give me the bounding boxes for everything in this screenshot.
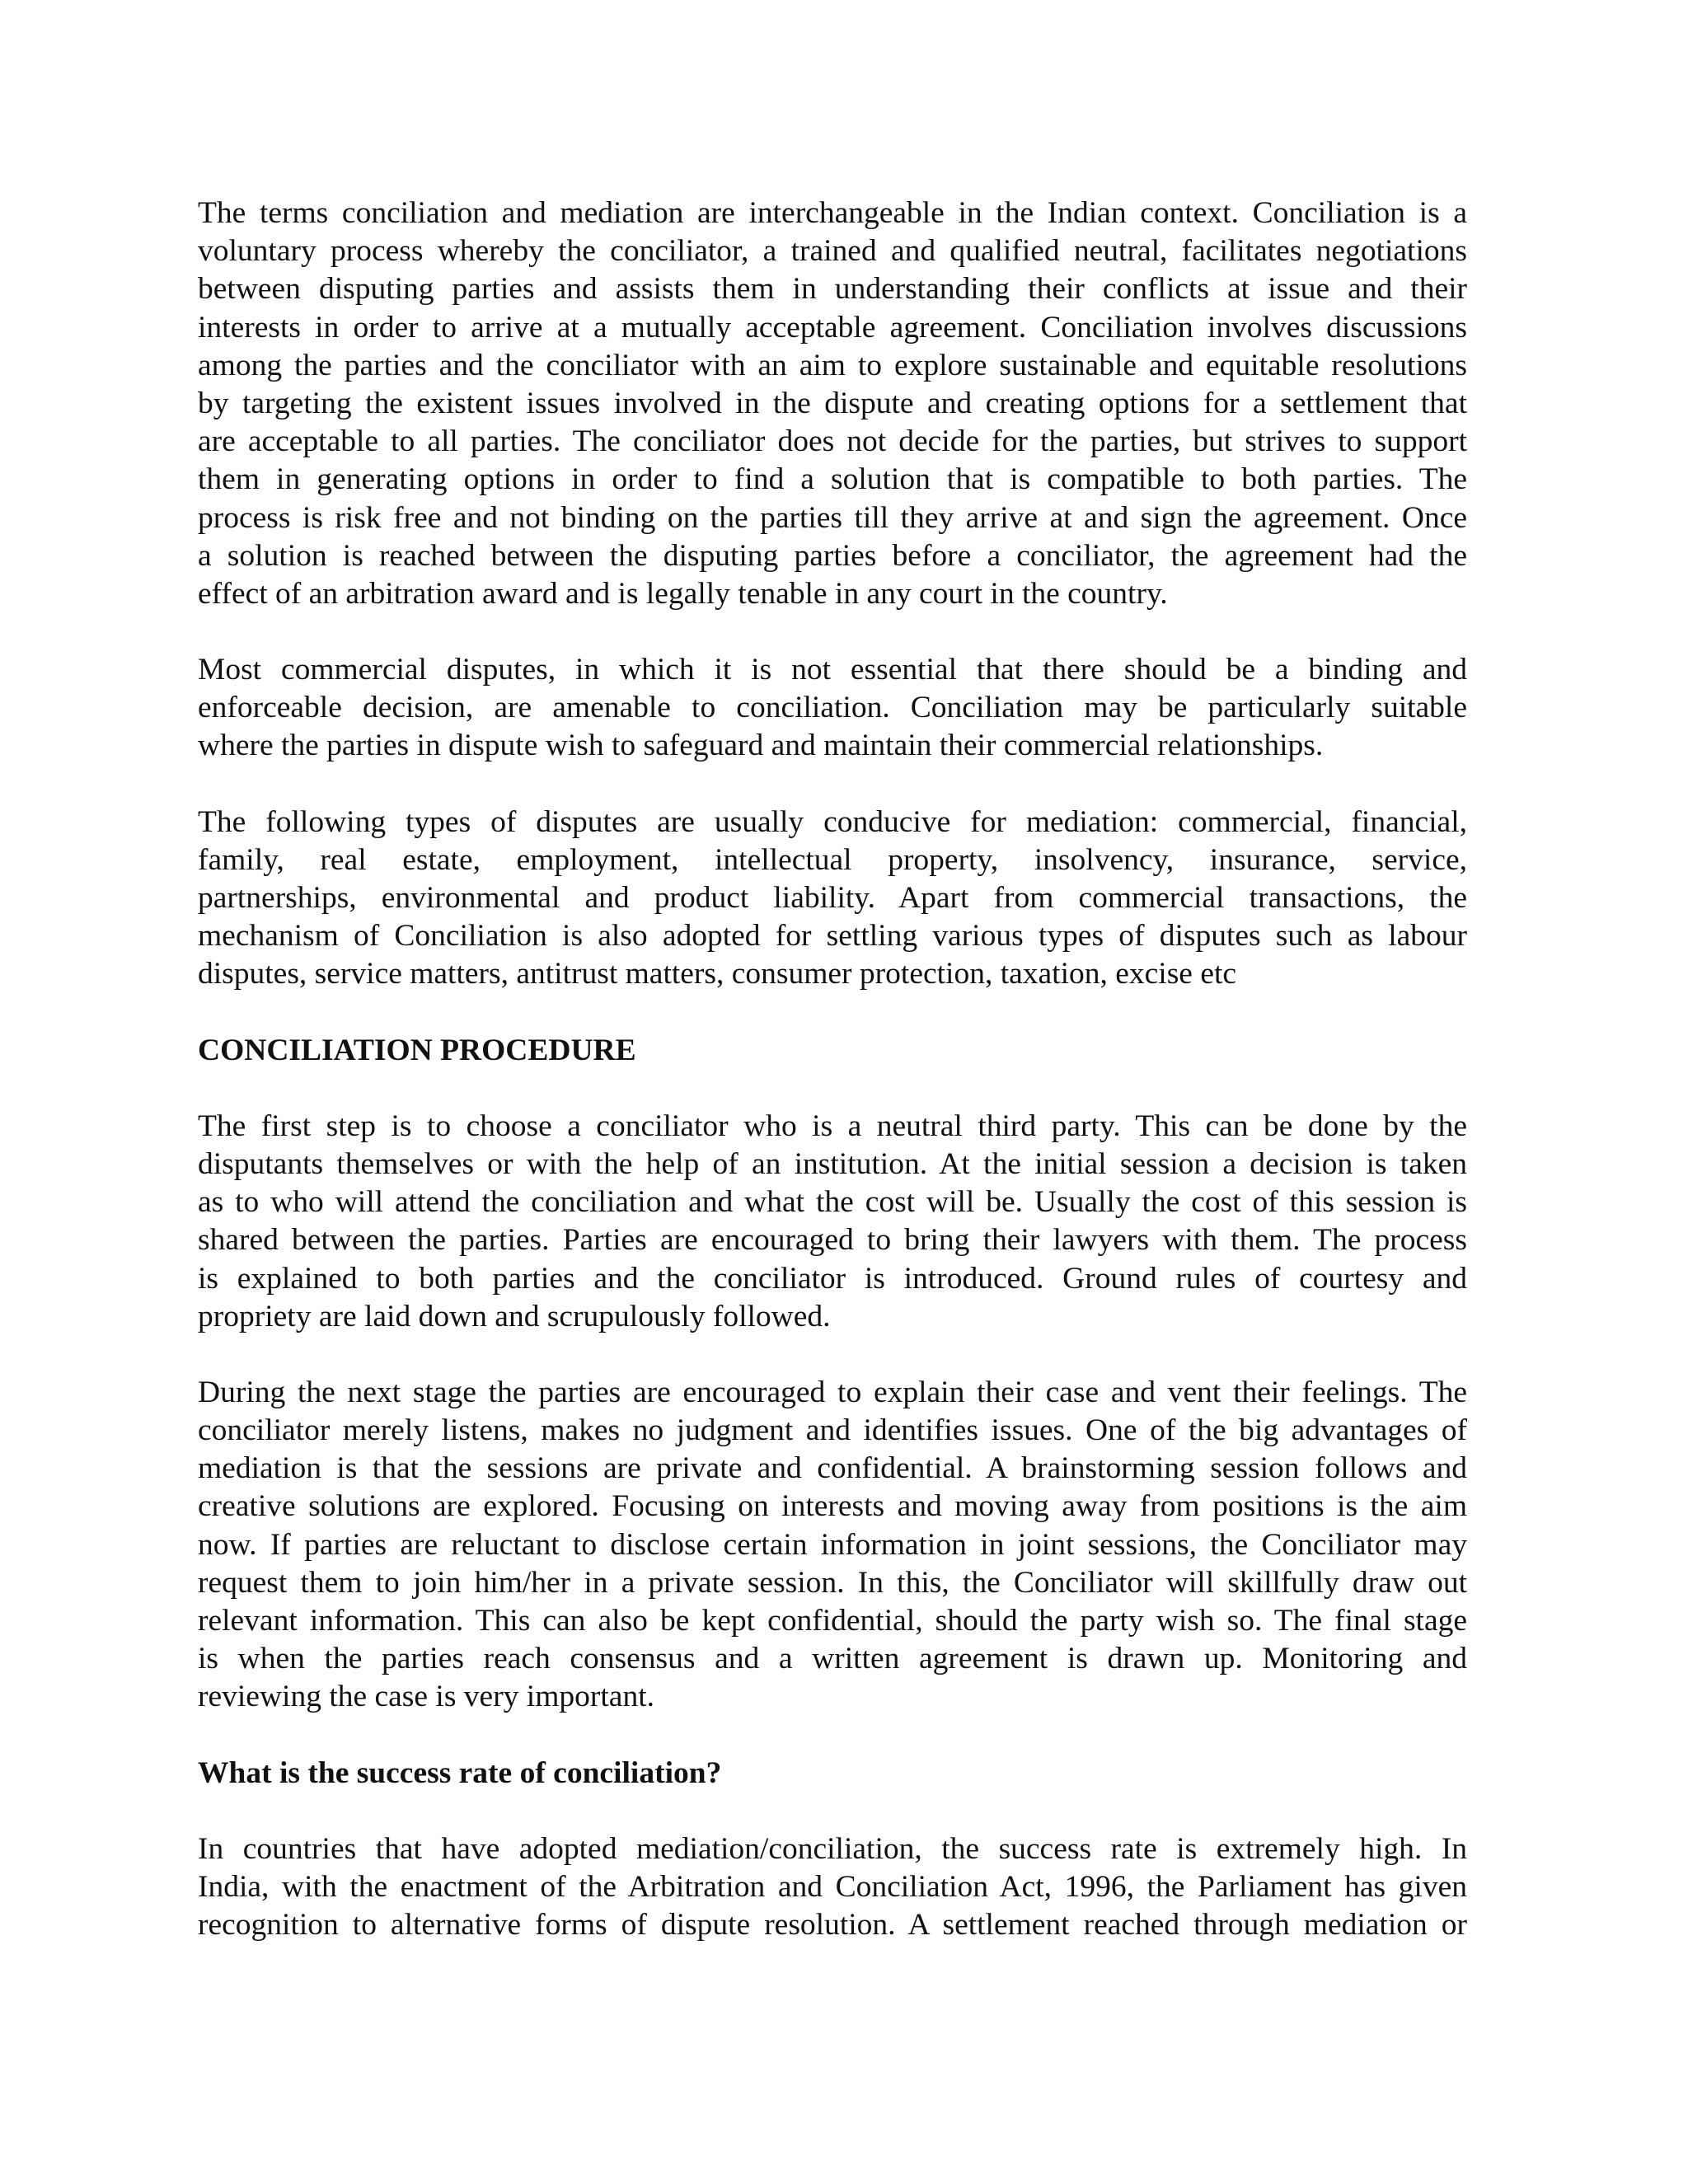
text-line: them in generating options in order to find a solution that is compatible to both parties. The [198,462,1467,497]
text-line: mechanism of Conciliation is also adopted for settling various types of disputes such as labour [198,919,1467,954]
text-line: is explained to both parties and the conciliator is introduced. Ground rules of courtesy and [198,1261,1467,1296]
page-content [198,194,1467,1982]
text-line: reviewing the case is very important. [198,1680,654,1714]
heading-success-rate: What is the success rate of conciliation? [198,1755,722,1790]
paragraph-first-step [198,1108,1467,1336]
paragraph-next-stage [198,1374,1467,1717]
text-line: shared between the parties. Parties are encouraged to bring their lawyers with them. The process [198,1223,1467,1258]
text-line: is when the parties reach consensus and a written agreement is drawn up. Monitoring and [198,1642,1467,1676]
text-line: Most commercial disputes, in which it is not essential that there should be a binding and [198,653,1467,687]
text-line: are acceptable to all parties. The conciliator does not decide for the parties, but strives to support [198,424,1467,459]
text-line: a solution is reached between the disputing parties before a conciliator, the agreement had the [198,538,1467,573]
text-line: The following types of disputes are usually conducive for mediation: commercial, financial, [198,804,1467,839]
paragraph-dispute-types [198,804,1467,994]
heading-conciliation-procedure: CONCILIATION PROCEDURE [198,1033,636,1067]
text-line: by targeting the existent issues involved in the dispute and creating options for a settlement that [198,386,1467,420]
text-line: among the parties and the conciliator with an aim to explore sustainable and equitable resolutions [198,348,1467,382]
text-line: effect of an arbitration award and is legally tenable in any court in the country. [198,576,1168,611]
text-line: family, real estate, employment, intellectual property, insolvency, insurance, service, [198,842,1467,877]
text-line: relevant information. This can also be kept confidential, should the party wish so. The final stage [198,1604,1467,1638]
text-line: disputants themselves or with the help of an institution. At the initial session a decision is taken [198,1146,1467,1181]
text-line: interests in order to arrive at a mutually acceptable agreement. Conciliation involves discussions [198,310,1467,344]
text-line: partnerships, environmental and product liability. Apart from commercial transactions, the [198,881,1467,915]
text-line: where the parties in dispute wish to safeguard and maintain their commercial relationships. [198,729,1324,763]
text-line: disputes, service matters, antitrust matters, consumer protection, taxation, excise etc [198,957,1237,991]
text-line: as to who will attend the conciliation and what the cost will be. Usually the cost of this session is [198,1185,1467,1220]
text-line: now. If parties are reluctant to disclose certain information in joint sessions, the Conciliator may [198,1527,1467,1562]
text-line: process is risk free and not binding on the parties till they arrive at and sign the agreement. Once [198,500,1467,535]
text-line: request them to join him/her in a private session. In this, the Conciliator will skillfully draw out [198,1565,1467,1600]
text-line: conciliator merely listens, makes no judgment and identifies issues. One of the big advantages of [198,1413,1467,1448]
text-line: The first step is to choose a conciliator who is a neutral third party. This can be done by the [198,1108,1467,1143]
text-line: enforceable decision, are amenable to conciliation. Conciliation may be particularly suitable [198,691,1467,725]
text-line: The terms conciliation and mediation are interchangeable in the Indian context. Conciliation is a [198,196,1467,230]
paragraph-commercial-disputes [198,651,1467,766]
text-line: In countries that have adopted mediation/conciliation, the success rate is extremely high. In [198,1831,1467,1866]
text-line: recognition to alternative forms of dispute resolution. A settlement reached through mediation or [198,1908,1467,1943]
paragraph-intro [198,194,1467,613]
paragraph-success-rate [198,1830,1467,1945]
text-line: mediation is that the sessions are private and confidential. A brainstorming session follows and [198,1451,1467,1486]
text-line: During the next stage the parties are encouraged to explain their case and vent their feelings. The [198,1375,1467,1409]
text-line: creative solutions are explored. Focusing on interests and moving away from positions is the aim [198,1489,1467,1524]
text-line: between disputing parties and assists them in understanding their conflicts at issue and their [198,272,1467,307]
text-line: India, with the enactment of the Arbitration and Conciliation Act, 1996, the Parliament has given [198,1869,1467,1904]
text-line: voluntary process whereby the conciliator, a trained and qualified neutral, facilitates negotiations [198,234,1467,269]
text-line: propriety are laid down and scrupulously followed. [198,1299,831,1333]
